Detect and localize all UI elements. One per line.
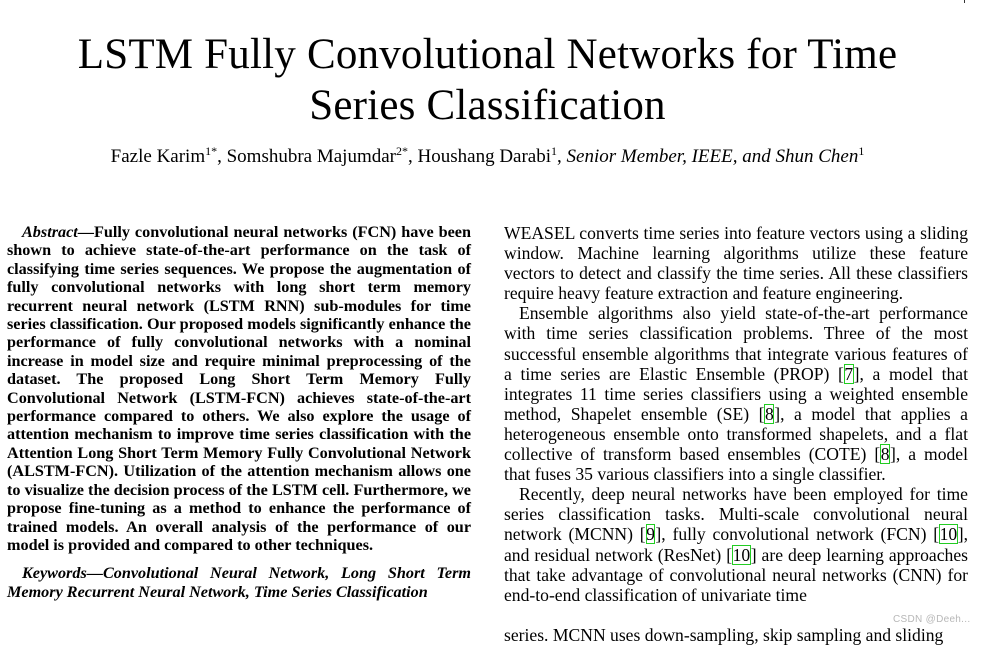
citation-link[interactable]: 8	[764, 403, 774, 424]
abstract-paragraph	[7, 223, 471, 554]
author-affiliation: 1	[858, 144, 865, 158]
abstract-dash: —	[77, 223, 94, 241]
clipped-text-line	[504, 625, 968, 645]
author-list	[0, 145, 975, 170]
author-name: Fazle Karim	[110, 146, 206, 167]
author-affiliation: 2*	[396, 144, 409, 158]
left-column	[7, 223, 471, 601]
author-tail: Senior Member, IEEE, and Shun Chen	[566, 146, 859, 167]
keywords-label: Keywords	[22, 564, 87, 583]
paragraph-text: ], a model that applies a heterogeneous ensemble onto transformed shapelets, and a flat collective of transform based ensembles (COTE) [	[504, 403, 968, 465]
paragraph-text: ], and residual network (ResNet) [	[504, 524, 968, 565]
author-name: Houshang Darabi	[417, 146, 552, 167]
citation-link[interactable]: 10	[939, 524, 958, 545]
author-separator: ,	[557, 146, 567, 167]
citation-link[interactable]: 10	[732, 544, 751, 565]
watermark: CSDN @Deeh...	[893, 614, 971, 625]
paragraph-text: Ensemble algorithms also yield state-of-the-art performance with time series classification problems. Three of the most successful ensemble algorithms that integrate various features of a time series are Elastic Ensemble (PROP) [	[504, 303, 968, 384]
citation-link[interactable]: 9	[646, 524, 655, 545]
paragraph-text: ], a model that fuses 35 various classifiers into a single classifier.	[504, 444, 969, 485]
paragraph-text: ], a model that integrates 11 time series classifiers using a weighted ensemble method, Shapelet ensemble (SE) [	[504, 363, 968, 424]
abstract-text: Fully convolutional neural networks (FCN) have been shown to achieve state-of-the-art performance on the task of classifying time series sequences. We propose the augmentation of fully convolutional networks with long short term memory recurrent neural network (LSTM RNN) sub-modules for time series classification. Our proposed models significantly enhance the performance of fully convolutional networks with a nominal increase in model size and require minimal preprocessing of the dataset. The proposed Long Short Term Memory Fully Convolutional Network (LSTM-FCN) achieves state-of-the-art performance compared to others. We also explore the usage of attention mechanism to improve time series classification with the Attention Long Short Term Memory Fully Convolutional Network (ALSTM-FCN). Utilization of the attention mechanism allows one to visualize the decision process of the LSTM cell. Furthermore, we propose fine-tuning as a method to enhance the performance of trained models. An overall analysis of the performance of our model is provided and compared to other techniques.	[7, 223, 471, 554]
author-separator: ,	[217, 146, 227, 167]
citation-link[interactable]: 8	[880, 444, 890, 465]
page-corner-mark	[964, 0, 965, 3]
author-name: Somshubra Majumdar	[226, 146, 397, 167]
paragraph-text: ], fully convolutional network (FCN) [	[655, 524, 940, 545]
author-separator: ,	[408, 146, 418, 167]
author-affiliation: 1	[551, 144, 558, 158]
abstract-label: Abstract	[22, 223, 78, 241]
paragraph-text: Recently, deep neural networks have been employed for time series classification tasks. Multi-scale convolutional neural network (MCNN) [	[504, 484, 968, 545]
right-column	[504, 223, 968, 605]
keywords-paragraph	[7, 564, 471, 601]
keywords-dash: —	[86, 564, 103, 583]
keywords-text: Convolutional Neural Network, Long Short Term Memory Recurrent Neural Network, Time Series Classification	[7, 564, 471, 601]
paper-title-line-2: Series Classification	[309, 82, 666, 129]
author-affiliation: 1*	[205, 144, 218, 158]
body-paragraph-weasel: WEASEL converts time series into feature vectors using a sliding window. Machine learning algorithms utilize these feature vectors to detect and classify the time series. All these classifiers require heavy feature extraction and feature engineering.	[504, 223, 968, 304]
paragraph-text: ] are deep learning approaches that take advantage of convolutional neural networks (CNN) for end-to-end classification of univariate time	[504, 544, 968, 605]
body-paragraph-ensemble	[504, 303, 968, 484]
clipped-line-text: series. MCNN uses down-sampling, skip sampling and sliding	[504, 625, 944, 645]
body-paragraph-deep-learning	[504, 484, 968, 605]
citation-link[interactable]: 7	[844, 363, 854, 384]
paper-title-line-1: LSTM Fully Convolutional Networks for Time	[77, 31, 898, 78]
